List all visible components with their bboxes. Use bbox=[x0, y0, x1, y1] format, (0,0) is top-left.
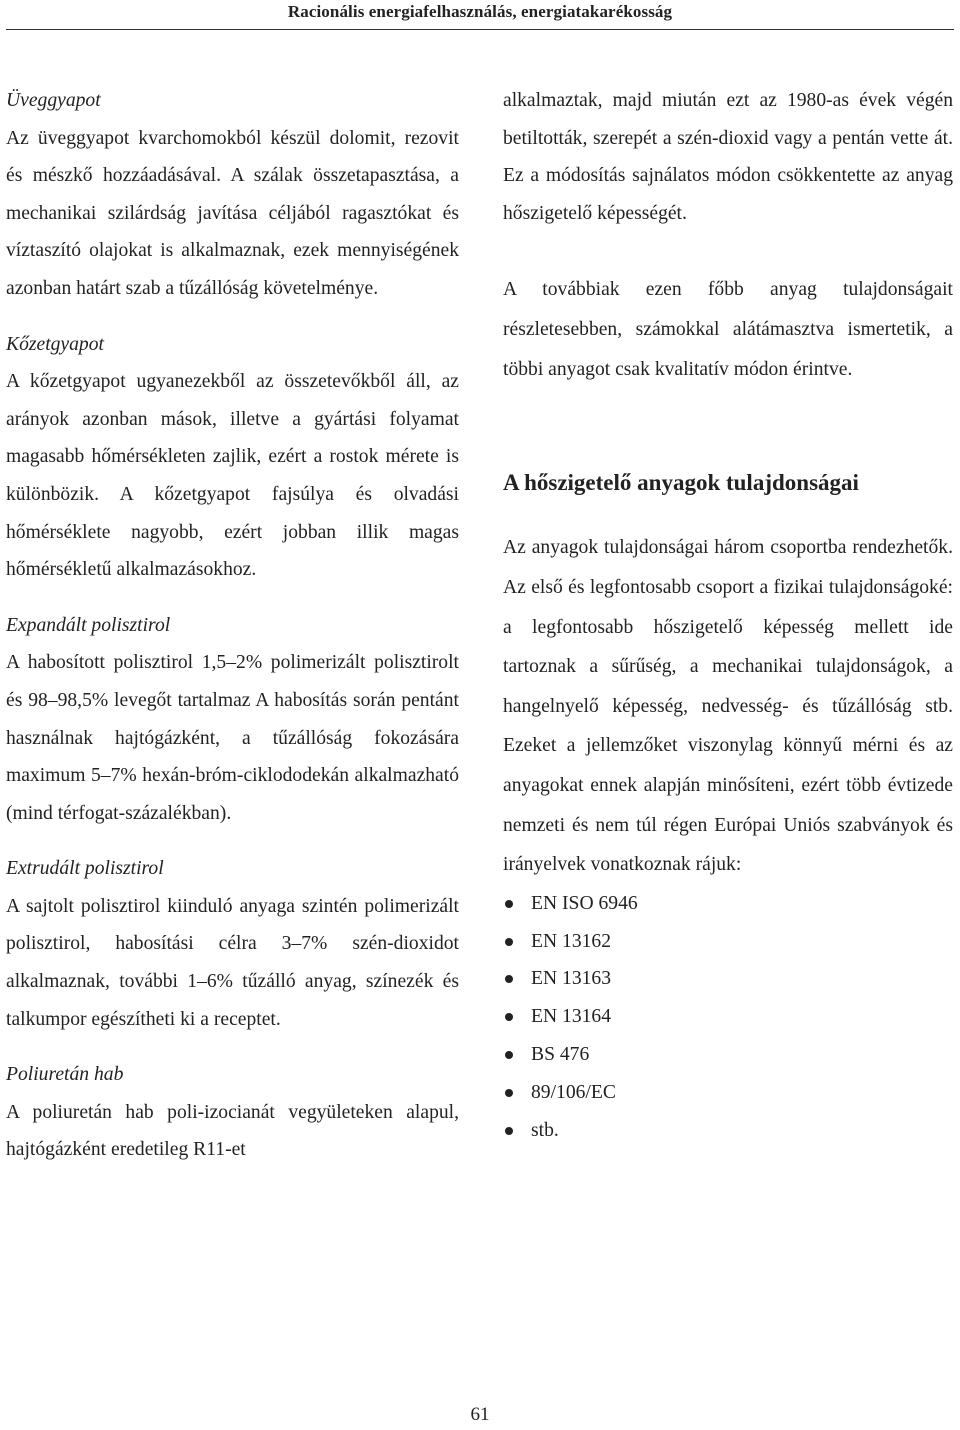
list-item bbox=[503, 885, 953, 923]
page-header bbox=[0, 0, 960, 36]
right-column bbox=[503, 82, 953, 1149]
standard-label: EN ISO 6946 bbox=[531, 892, 638, 914]
bullet-icon bbox=[505, 938, 513, 946]
standard-label: EN 13164 bbox=[531, 1006, 612, 1028]
section-text: Az üveggyapot kvarchomokból készül dolomit, rezovit és mészkő hozzáadásával. A szálak összetapasztása, a mechanikai szilárdság javítása céljából ragasztókat és víztaszító olajokat is alkalmaznak, ezek mennyiségének azonban határt szab a tűzállóság követelménye. bbox=[6, 127, 459, 299]
section-heading: Üveggyapot bbox=[6, 90, 101, 111]
section-title: A hőszigetelő anyagok tulajdonságai bbox=[503, 470, 859, 496]
bullet-icon bbox=[505, 1051, 513, 1059]
standard-label: EN 13162 bbox=[531, 930, 612, 952]
header-title: Racionális energiafelhasználás, energiatakarékosság bbox=[287, 2, 673, 21]
section-uveggyapot bbox=[6, 82, 459, 308]
list-item bbox=[503, 960, 953, 998]
bullet-icon bbox=[505, 975, 513, 983]
section-text: A sajtolt polisztirol kiinduló anyaga szintén polimerizált polisztirol, habosítási célra 3–7% szén-dioxidot alkalmaznak, további 1–6% tűzálló anyag, színezék és talkumpor egészítheti ki a receptet. bbox=[6, 895, 459, 1030]
standard-label: 89/106/EC bbox=[531, 1081, 616, 1103]
section-text: A poliuretán hab poli-izocianát vegyületeken alapul, hajtógázként eredetileg R11-et bbox=[6, 1101, 459, 1161]
section-expandalt-polisztirol bbox=[6, 607, 459, 833]
section-text: A habosított polisztirol 1,5–2% polimerizált polisztirolt és 98–98,5% levegőt tartalmaz A habosítás során pentánt használnak hajtógázként, a tűzállóság fokozására maximum 5–7% hexán-bróm-ciklododekán alkalmazható (mind térfogat-százalékban). bbox=[6, 652, 459, 824]
list-item bbox=[503, 1036, 953, 1074]
section-text: A kőzetgyapot ugyanezekből az összetevőkből áll, az arányok azonban mások, illetve a gyártási folyamat magasabb hőmérsékleten zajlik, ezért a rostok mérete is különbözik. A kőzetgyapot fajsúlya és olvadási hőmérséklete nagyobb, ezért jobban illik magas hőmérsékletű alkalmazásokhoz. bbox=[6, 371, 459, 581]
list-item bbox=[503, 998, 953, 1036]
section-heading: Kőzetgyapot bbox=[6, 333, 104, 355]
standards-list bbox=[503, 885, 953, 1150]
section-heading: Expandált polisztirol bbox=[6, 614, 171, 636]
left-column bbox=[6, 82, 459, 1169]
section-heading: Extrudált polisztirol bbox=[6, 858, 164, 880]
list-item bbox=[503, 923, 953, 961]
list-item bbox=[503, 1074, 953, 1112]
section-kozetgyapot bbox=[6, 326, 459, 589]
section-heading: Poliuretán hab bbox=[6, 1064, 124, 1086]
list-item bbox=[503, 1112, 953, 1150]
bullet-icon bbox=[505, 1013, 513, 1021]
bullet-icon bbox=[505, 900, 513, 908]
bullet-icon bbox=[505, 1127, 513, 1135]
bullet-icon bbox=[505, 1089, 513, 1097]
standard-label: BS 476 bbox=[531, 1043, 590, 1065]
continued-paragraph: alkalmaztak, majd miután ezt az 1980-as évek végén betiltották, szerepét a szén-dioxid vagy a pentán vette át. Ez a módosítás sajnálatos módon csökkentette az anyag hőszigetelő képességét. bbox=[503, 90, 953, 224]
page-number: 61 bbox=[470, 1404, 490, 1425]
standard-label: EN 13163 bbox=[531, 968, 612, 990]
section-extrudalt-polisztirol bbox=[6, 850, 459, 1038]
intro-paragraph: A továbbiak ezen főbb anyag tulajdonságait részletesebben, számokkal alátámasztva ismertetik, a többi anyagot csak kvalitatív módon érintve. bbox=[503, 279, 953, 381]
header-divider bbox=[6, 29, 954, 30]
section-poliuretan-hab bbox=[6, 1056, 459, 1169]
properties-paragraph: Az anyagok tulajdonságai három csoportba rendezhetők. Az első és legfontosabb csoport a fizikai tulajdonságoké: a legfontosabb hőszigetelő képesség mellett ide tartoznak a sűrűség, a mechanikai tulajdonságok, a hangelnyelő képesség, nedvesség- és tűzállóság stb. Ezeket a jellemzőket viszonylag könnyű mérni és az anyagokat ennek alapján minősíteni, ezért több évtizede nemzeti és nem túl régen Európai Uniós szabványok és irányelvek vonatkoznak rájuk: bbox=[503, 537, 953, 876]
standard-label: stb. bbox=[531, 1119, 559, 1141]
